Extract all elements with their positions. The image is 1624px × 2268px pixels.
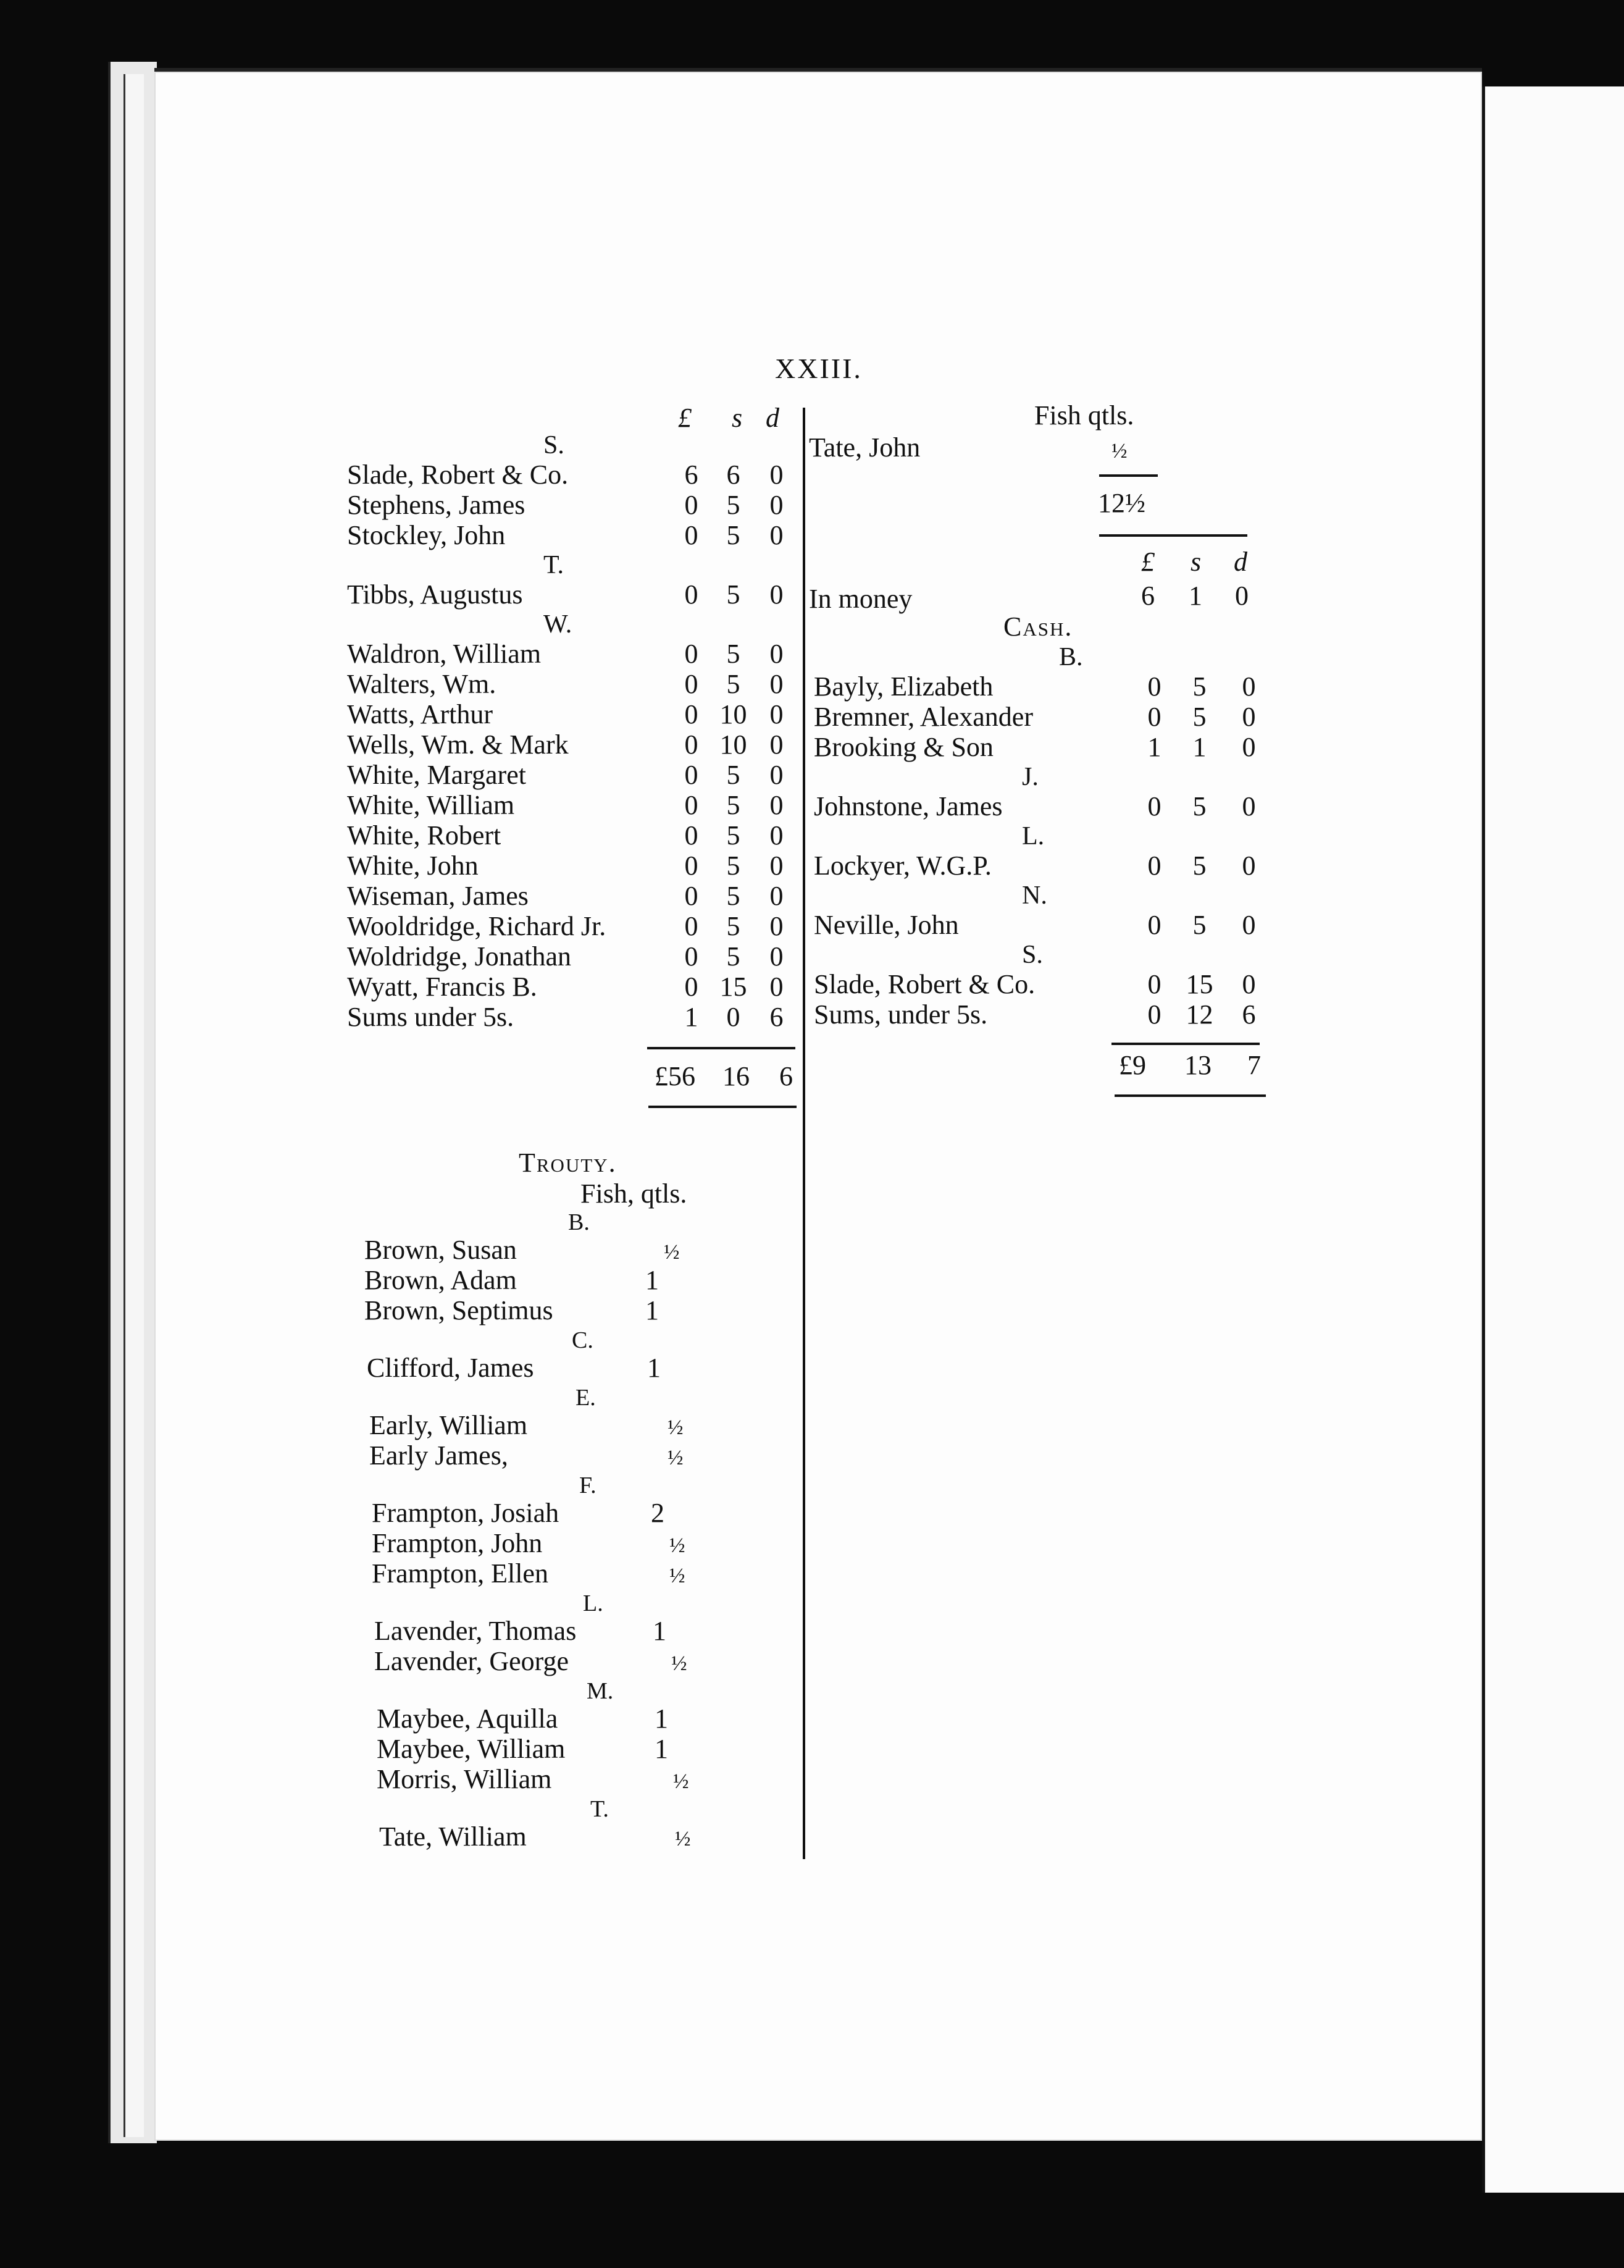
entry-shillings: 0: [726, 1002, 740, 1032]
entry-name: Sums, under 5s.: [814, 999, 988, 1030]
entry-shillings: 10: [719, 729, 747, 760]
entry-name: Waldron, William: [347, 639, 542, 669]
left-total-rule-top: [647, 1047, 795, 1049]
section-letter: L.: [583, 1590, 603, 1616]
entry-pence: 0: [769, 579, 784, 610]
entry-shillings: 5: [1192, 910, 1207, 940]
entry-pence: 6: [1242, 999, 1256, 1030]
entry-pence: 0: [769, 941, 784, 972]
entry-qty: ½: [673, 1770, 689, 1793]
entry-pounds: 0: [684, 520, 698, 550]
entry-shillings: 5: [1192, 850, 1207, 881]
section-letter: F.: [579, 1472, 596, 1498]
entry-name: Slade, Robert & Co.: [347, 460, 569, 490]
right-total-rule-top: [1111, 1043, 1260, 1045]
entry-pounds: 0: [684, 911, 698, 941]
trouty-title: Trouty.: [519, 1148, 617, 1178]
entry-shillings: 6: [726, 460, 740, 490]
entry-name: White, Margaret: [347, 760, 526, 790]
entry-pence: 0: [769, 760, 784, 790]
entry-name: Frampton, Ellen: [372, 1558, 548, 1589]
entry-qty: 1: [655, 1703, 668, 1734]
entry-pence: 0: [769, 790, 784, 820]
entry-pounds: 0: [684, 941, 698, 972]
entry-name: Frampton, John: [372, 1528, 543, 1558]
entry-pounds: 1: [684, 1002, 698, 1032]
entry-pence: 0: [769, 699, 784, 729]
entry-pounds: 0: [1147, 969, 1161, 999]
entry-shillings: 5: [726, 850, 740, 881]
entry-shillings: 5: [726, 669, 740, 699]
right-total-shillings: 13: [1184, 1050, 1212, 1080]
entry-pounds: 0: [1147, 791, 1161, 821]
entry-pounds: 0: [1147, 910, 1161, 940]
entry-name: Bayly, Elizabeth: [814, 671, 994, 702]
entry-name: Tibbs, Augustus: [347, 579, 523, 610]
cash-title: Cash.: [1003, 611, 1073, 642]
entry-shillings: 5: [1192, 671, 1207, 702]
section-letter: S.: [1022, 941, 1043, 969]
entry-pounds: 0: [684, 850, 698, 881]
money-shilling-header: s: [1191, 547, 1202, 577]
entry-shillings: 15: [719, 972, 747, 1002]
entry-name: Watts, Arthur: [347, 699, 493, 729]
fish-rule: [1099, 474, 1158, 477]
entry-pence: 6: [769, 1002, 784, 1032]
entry-qty: ½: [669, 1534, 685, 1557]
entry-pence: 0: [769, 669, 784, 699]
entry-shillings: 5: [726, 820, 740, 850]
entry-pounds: 0: [684, 579, 698, 610]
entry-pence: 0: [769, 881, 784, 911]
entry-pence: 0: [769, 460, 784, 490]
entry-name: Morris, William: [377, 1764, 552, 1794]
entry-name: White, John: [347, 850, 479, 881]
entry-qty: 1: [645, 1295, 659, 1325]
entry-qty: ½: [671, 1652, 687, 1675]
entry-qty: 1: [653, 1616, 666, 1646]
entry-shillings: 5: [726, 941, 740, 972]
section-letter: T.: [590, 1796, 609, 1822]
entry-pence: 0: [769, 911, 784, 941]
entry-qty: ½: [664, 1241, 680, 1264]
entry-pence: 0: [769, 639, 784, 669]
entry-shillings: 5: [726, 490, 740, 520]
entry-pence: 0: [769, 850, 784, 881]
entry-pence: 0: [1242, 702, 1256, 732]
entry-shillings: 5: [726, 881, 740, 911]
entry-shillings: 10: [719, 699, 747, 729]
entry-shillings: 1: [1192, 732, 1207, 762]
left-total-shillings: 16: [722, 1061, 750, 1091]
entry-shillings: 5: [726, 911, 740, 941]
entry-qty: ½: [675, 1828, 691, 1850]
entry-name: Frampton, Josiah: [372, 1498, 559, 1528]
pence-header: d: [766, 403, 779, 433]
entry-pence: 0: [1242, 850, 1256, 881]
entry-qty: ½: [669, 1564, 685, 1587]
entry-name: Wells, Wm. & Mark: [347, 729, 569, 760]
entry-shillings: 5: [1192, 702, 1207, 732]
entry-name: Walters, Wm.: [347, 669, 496, 699]
pound-header: £: [678, 403, 692, 433]
section-letter: N.: [1022, 881, 1047, 910]
entry-name: Neville, John: [814, 910, 959, 940]
right-total-pence: 7: [1247, 1050, 1261, 1080]
tate-john-name: Tate, John: [809, 432, 921, 463]
in-money-pounds: 6: [1141, 581, 1155, 611]
in-money-shillings: 1: [1189, 581, 1202, 611]
entry-name: Early James,: [369, 1440, 508, 1471]
left-total-rule-bottom: [648, 1106, 797, 1108]
entry-name: Sums under 5s.: [347, 1002, 514, 1032]
entry-pounds: 0: [1147, 850, 1161, 881]
shilling-header: s: [732, 403, 743, 433]
entry-qty: 1: [655, 1734, 668, 1764]
entry-pence: 0: [769, 820, 784, 850]
entry-pounds: 1: [1147, 732, 1161, 762]
entry-pence: 0: [769, 520, 784, 550]
facing-page: [1482, 86, 1624, 2193]
entry-shillings: 5: [726, 790, 740, 820]
entry-name: Stockley, John: [347, 520, 506, 550]
entry-pence: 0: [1242, 732, 1256, 762]
entry-name: Maybee, Aquilla: [377, 1703, 558, 1734]
section-letter: L.: [1022, 822, 1045, 850]
entry-pounds: 6: [684, 460, 698, 490]
entry-name: Stephens, James: [347, 490, 525, 520]
section-letter: W.: [543, 610, 572, 639]
entry-name: White, William: [347, 790, 515, 820]
entry-shillings: 5: [726, 760, 740, 790]
entry-pence: 0: [1242, 671, 1256, 702]
entry-shillings: 12: [1186, 999, 1213, 1030]
money-pound-header: £: [1141, 547, 1155, 577]
entry-name: Johnstone, James: [814, 791, 1003, 821]
book-edge-inner: [123, 74, 144, 2137]
entry-shillings: 5: [1192, 791, 1207, 821]
section-letter: S.: [543, 431, 564, 460]
tate-john-qty: ½: [1111, 440, 1128, 463]
entry-qty: 2: [651, 1498, 664, 1528]
column-divider: [803, 408, 805, 1859]
entry-pounds: 0: [684, 760, 698, 790]
section-letter: B.: [1059, 643, 1083, 671]
entry-pence: 0: [1242, 969, 1256, 999]
entry-qty: 1: [647, 1353, 661, 1383]
entry-pounds: 0: [684, 881, 698, 911]
entry-pounds: 0: [684, 669, 698, 699]
section-letter: E.: [576, 1385, 596, 1411]
entry-pounds: 0: [1147, 702, 1161, 732]
entry-name: Lavender, George: [374, 1646, 569, 1676]
entry-name: Brooking & Son: [814, 732, 994, 762]
left-total-pence: 6: [779, 1061, 793, 1091]
right-total-pounds: £9: [1119, 1050, 1146, 1080]
in-money-label: In money: [809, 584, 913, 614]
entry-name: Maybee, William: [377, 1734, 566, 1764]
entry-pounds: 0: [684, 699, 698, 729]
entry-name: Wooldridge, Richard Jr.: [347, 911, 606, 941]
fish-qtls-header: Fish qtls.: [1034, 400, 1134, 430]
section-letter: M.: [587, 1678, 614, 1704]
money-rule: [1099, 534, 1247, 537]
page-number: XXIII.: [775, 353, 863, 384]
in-money-pence: 0: [1235, 581, 1249, 611]
entry-shillings: 15: [1186, 969, 1213, 999]
entry-pounds: 0: [684, 729, 698, 760]
section-letter: C.: [572, 1327, 593, 1353]
entry-pence: 0: [1242, 791, 1256, 821]
entry-pence: 0: [769, 729, 784, 760]
money-pence-header: d: [1234, 547, 1247, 577]
entry-qty: ½: [668, 1416, 684, 1439]
entry-pounds: 0: [684, 790, 698, 820]
fish-total: 12½: [1098, 488, 1145, 518]
left-total-pounds: £56: [655, 1061, 695, 1091]
entry-name: Lockyer, W.G.P.: [814, 850, 992, 881]
section-letter: J.: [1022, 763, 1039, 791]
section-letter: T.: [543, 551, 564, 579]
entry-name: Bremner, Alexander: [814, 702, 1033, 732]
section-letter: B.: [568, 1209, 590, 1235]
entry-pounds: 0: [1147, 671, 1161, 702]
entry-name: Brown, Susan: [364, 1235, 517, 1265]
entry-name: Brown, Adam: [364, 1265, 517, 1295]
entry-name: Tate, William: [379, 1821, 527, 1852]
entry-name: Slade, Robert & Co.: [814, 969, 1036, 999]
entry-qty: 1: [645, 1265, 659, 1295]
trouty-fish-header: Fish, qtls.: [580, 1178, 687, 1209]
entry-pence: 0: [1242, 910, 1256, 940]
entry-shillings: 5: [726, 579, 740, 610]
entry-pounds: 0: [684, 972, 698, 1002]
entry-shillings: 5: [726, 520, 740, 550]
entry-shillings: 5: [726, 639, 740, 669]
entry-name: Wiseman, James: [347, 881, 529, 911]
entry-pounds: 0: [684, 639, 698, 669]
entry-pounds: 0: [684, 490, 698, 520]
entry-name: Lavender, Thomas: [374, 1616, 577, 1646]
entry-name: Early, William: [369, 1410, 528, 1440]
entry-qty: ½: [668, 1447, 684, 1469]
entry-pounds: 0: [684, 820, 698, 850]
right-total-rule-bottom: [1115, 1094, 1266, 1097]
entry-name: White, Robert: [347, 820, 501, 850]
entry-pounds: 0: [1147, 999, 1161, 1030]
entry-name: Clifford, James: [367, 1353, 534, 1383]
entry-name: Wyatt, Francis B.: [347, 972, 537, 1002]
entry-name: Woldridge, Jonathan: [347, 941, 572, 972]
entry-pence: 0: [769, 972, 784, 1002]
entry-pence: 0: [769, 490, 784, 520]
entry-name: Brown, Septimus: [364, 1295, 553, 1325]
